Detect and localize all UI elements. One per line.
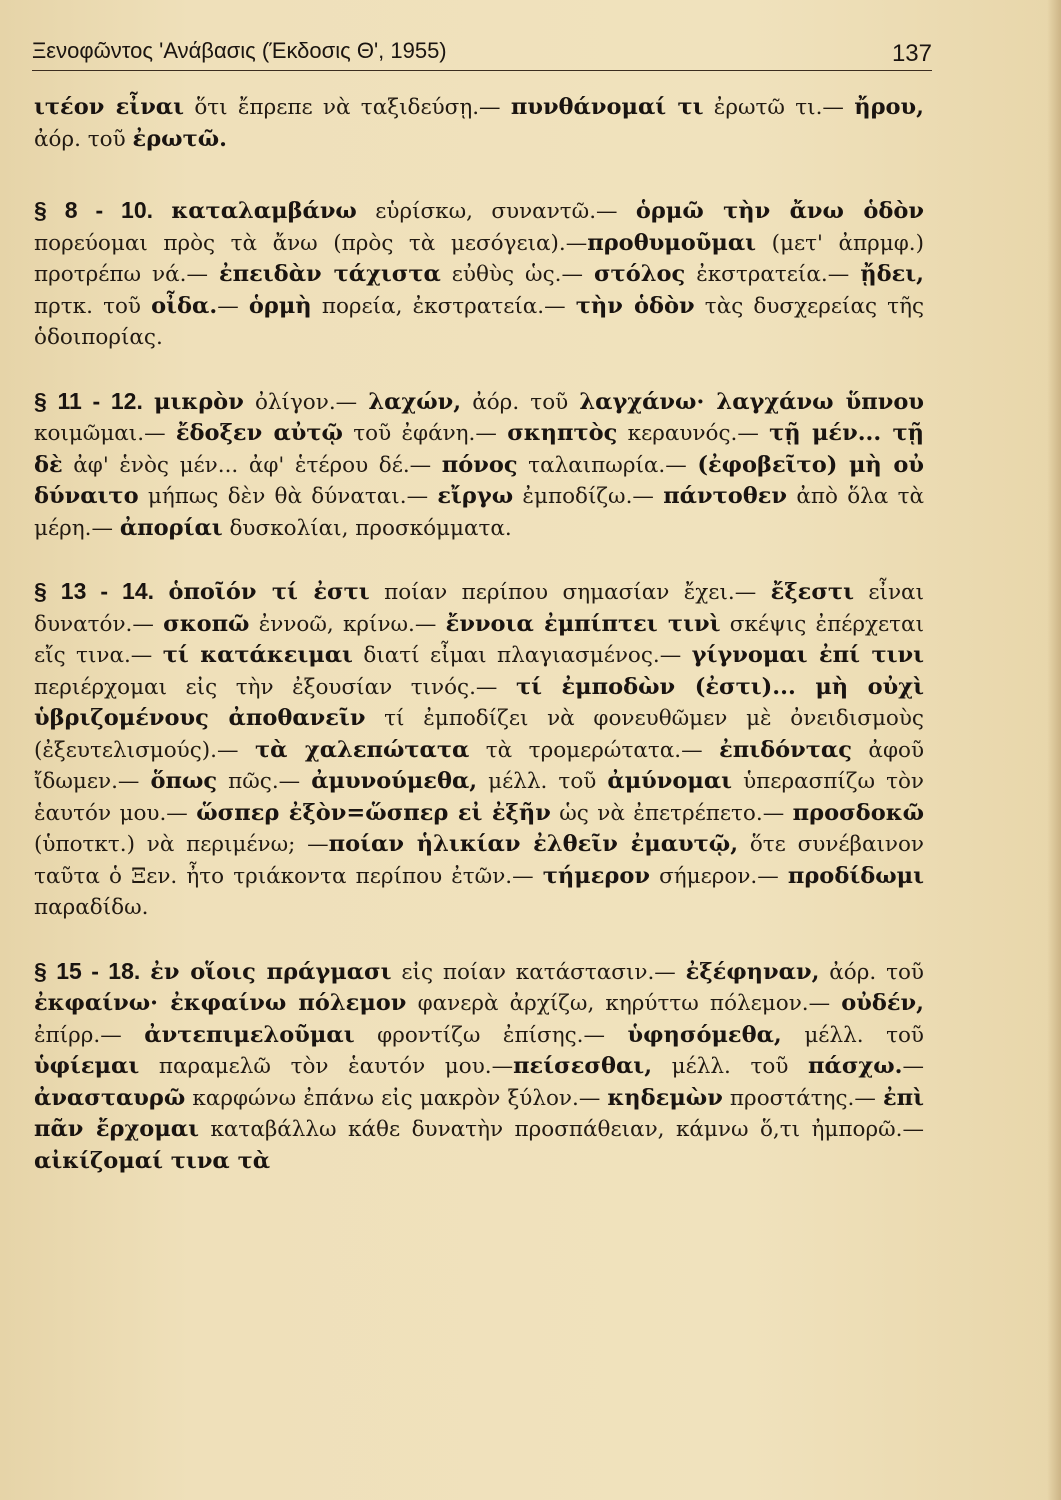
- lemma-term: λαχών,: [368, 388, 462, 415]
- definition-text: πῶς.—: [217, 769, 312, 794]
- definition-text: ὑπερασπίζω τὸν ἑαυτόν μου.—: [34, 769, 924, 826]
- definition-text: σήμερον.—: [649, 863, 788, 889]
- lemma-term: τὴν ὁδὸν: [575, 292, 695, 319]
- definition-text: ἐκστρατεία.—: [685, 262, 861, 287]
- lemma-term: ἔξεστι: [770, 579, 854, 605]
- definition-text: —: [902, 1054, 924, 1079]
- definition-text: μήπως δὲν θὰ δύναται.—: [138, 484, 438, 509]
- lemma-term: προδίδωμι: [787, 862, 924, 889]
- lemma-term: καταλαμβάνω: [171, 198, 357, 224]
- lemma-term: ποίαν ἡλικίαν ἐλθεῖν ἐμαυτῷ,: [328, 831, 739, 857]
- lemma-term: αἰκίζομαί τινα τὰ: [34, 1147, 271, 1174]
- page-number: 137: [891, 40, 932, 67]
- definition-text: ἐννοῶ, κρίνω.—: [249, 611, 446, 637]
- page-body: [34, 92, 924, 1209]
- definition-text: δυσκολίαι, προσκόμματα.: [222, 515, 512, 541]
- definition-text: (ὑποτκτ.) νὰ περιμένω; —: [34, 832, 329, 857]
- definition-text: ὅτε συνέβαινον ταῦτα ὁ Ξεν. ἦτο τριάκοντα περίπου ἐτῶν.—: [34, 832, 924, 889]
- definition-text: μέλλ. τοῦ: [477, 769, 608, 794]
- definition-text: παραδίδω.: [34, 895, 149, 920]
- definition-text: καρφώνω ἐπάνω εἰς μακρὸν ξύλον.—: [185, 1085, 608, 1111]
- lemma-term: εἴργω: [437, 483, 514, 509]
- definition-text: σκέψις ἐπέρχεται εἴς τινα.—: [34, 611, 925, 668]
- definition-text: καταβάλλω κάθε δυνατὴν προσπάθειαν, κάμνω ὅ,τι ἠμπορῶ.—: [199, 1117, 924, 1142]
- definition-text: ταλαιπωρία.—: [517, 452, 698, 478]
- definition-text: ἐρωτῶ τι.—: [703, 95, 855, 120]
- definition-text: φανερὰ ἀρχίζω, κηρύττω πόλεμον.—: [406, 991, 842, 1016]
- lemma-term: πυνθάνομαί τι: [510, 94, 704, 120]
- definition-text: μέλλ. τοῦ: [652, 1054, 809, 1079]
- lemma-term: ἀνασταυρῶ: [34, 1084, 186, 1111]
- definition-text: πρτκ. τοῦ: [34, 293, 152, 319]
- header-rule: [32, 70, 932, 71]
- lemma-term: ὑφίεμαι: [34, 1053, 140, 1079]
- glossary-paragraph: [34, 386, 924, 545]
- glossary-paragraph: [34, 195, 924, 354]
- glossary-paragraph: [34, 956, 924, 1178]
- definition-text: εὐθὺς ὡς.—: [440, 262, 594, 287]
- lemma-term: ἤρου,: [854, 94, 924, 120]
- lemma-term: τὰ χαλεπώτατα: [254, 736, 470, 763]
- section-number: § 13 - 14.: [34, 578, 154, 604]
- definition-text: περιέρχομαι εἰς τὴν ἐξουσίαν τινός.—: [34, 674, 516, 700]
- definition-text: ἐμποδίζω.—: [513, 484, 664, 509]
- definition-text: ποίαν περίπου σημασίαν ἔχει.—: [369, 580, 771, 605]
- definition-text: ἀφοῦ ἴδωμεν.—: [34, 737, 925, 794]
- lemma-term: ἐπὶ πᾶν ἔρχομαι: [34, 1084, 924, 1142]
- definition-text: παραμελῶ τὸν ἑαυτόν μου.—: [139, 1054, 514, 1079]
- definition-text: ἀφ' ἑνὸς μέν... ἀφ' ἑτέρου δέ.—: [62, 452, 442, 478]
- lemma-term: ᾔδει,: [860, 261, 924, 287]
- lemma-term: μικρὸν: [154, 388, 244, 415]
- lemma-term: τί κατάκειμαι: [162, 642, 353, 668]
- lemma-term: πείσεσθαι,: [513, 1053, 653, 1079]
- lemma-term: οὐδέν,: [841, 990, 924, 1016]
- lemma-term: τῇ μέν... τῇ δὲ: [34, 420, 924, 478]
- lemma-term: κηδεμὼν: [607, 1084, 723, 1111]
- definition-text: τὰ τρομερώτατα.—: [469, 737, 720, 763]
- lemma-term: σκοπῶ: [163, 610, 250, 637]
- glossary-paragraph: [34, 576, 924, 924]
- definition-text: εὑρίσκω, συναντῶ.—: [356, 199, 636, 224]
- definition-text: τὰς δυσχερείας τῆς ὁδοιπορίας.: [34, 293, 924, 350]
- definition-text: προστάτης.—: [722, 1085, 883, 1111]
- lemma-term: πάσχω.: [808, 1053, 903, 1079]
- lemma-term: (ἐφοβεῖτο) μὴ οὐ δύναιτο: [34, 451, 924, 509]
- definition-text: ἀπὸ ὅλα τὰ μέρη.—: [34, 484, 924, 541]
- lemma-term: γίγνομαι ἐπί τινι: [691, 642, 924, 668]
- lemma-term: ἐρωτῶ.: [132, 125, 227, 152]
- definition-text: διατί εἶμαι πλαγιασμένος.—: [352, 643, 692, 668]
- lemma-term: σκηπτὸς: [507, 420, 618, 446]
- definition-text: ἀόρ. τοῦ: [34, 126, 133, 152]
- section-number: § 15 - 18.: [34, 957, 141, 984]
- lemma-term: ἔννοια ἐμπίπτει τινὶ: [445, 610, 721, 637]
- lemma-term: ἐκφαίνω· ἐκφαίνω πόλεμον: [34, 990, 407, 1016]
- glossary-paragraph: [34, 92, 924, 155]
- definition-text: πορεία, ἐκστρατεία.—: [311, 293, 576, 319]
- definition-text: ὅτι ἔπρεπε νὰ ταξιδεύσῃ.—: [184, 95, 511, 120]
- definition-text: κοιμῶμαι.—: [34, 421, 176, 446]
- definition-text: (μετ' ἀπρμφ.) προτρέπω νά.—: [34, 230, 924, 287]
- definition-text: εἰς ποίαν κατάστασιν.—: [391, 959, 686, 985]
- lemma-term: οἶδα.: [151, 292, 218, 319]
- definition-text: μέλλ. τοῦ: [781, 1022, 924, 1048]
- lemma-term: ἐν οἵοις πράγμασι: [150, 958, 392, 985]
- lemma-term: τήμερον: [542, 862, 650, 889]
- lemma-term: στόλος: [593, 261, 686, 287]
- lemma-term: ἀμυνούμεθα,: [311, 768, 478, 794]
- lemma-term: ὁρμῶ τὴν ἄνω ὁδὸν: [635, 198, 924, 224]
- lemma-term: ἀντεπιμελοῦμαι: [144, 1021, 355, 1048]
- lemma-term: πάντοθεν: [663, 483, 788, 509]
- lemma-term: λαγχάνω· λαγχάνω ὕπνου: [579, 388, 924, 415]
- definition-text: ἀόρ. τοῦ: [461, 389, 580, 415]
- definition-text: ὀλίγον.—: [243, 389, 369, 415]
- definition-text: —: [217, 293, 249, 319]
- definition-text: ἐπίρρ.—: [34, 1022, 145, 1048]
- lemma-term: ἐπιδόντας: [719, 736, 852, 763]
- lemma-term: τί ἐμποδὼν (ἐστι)... μὴ οὐχὶ ὑβριζομένους ἀποθανεῖν: [34, 673, 924, 731]
- definition-text: εἶναι δυνατόν.—: [34, 580, 924, 637]
- lemma-term: ὁρμὴ: [248, 292, 312, 319]
- definition-text: τί ἐμποδίζει νὰ φονευθῶμεν μὲ ὀνειδισμοὺς (ἐξευτελισμούς).—: [34, 706, 924, 763]
- lemma-term: πόνος: [441, 451, 518, 478]
- section-number: § 8 - 10.: [34, 197, 153, 223]
- lemma-term: ιτέον εἶναι: [34, 94, 185, 120]
- lemma-term: ἐξέφηναν,: [685, 958, 820, 985]
- lemma-term: προσδοκῶ: [792, 799, 924, 826]
- lemma-term: ἀμύνομαι: [607, 768, 733, 794]
- lemma-term: προθυμοῦμαι: [587, 229, 757, 256]
- definition-text: ὡς νὰ ἐπετρέπετο.—: [550, 800, 793, 826]
- section-number: § 11 - 12.: [34, 387, 143, 414]
- header-title: Ξενοφῶντος 'Ανάβασις (Έκδοσις Θ', 1955): [32, 38, 447, 63]
- definition-text: τοῦ ἐφάνη.—: [342, 421, 508, 446]
- page-edge-shadow: [1047, 0, 1061, 1500]
- lemma-term: ἔδοξεν αὐτῷ: [175, 420, 343, 446]
- lemma-term: ὑφησόμεθα,: [627, 1021, 782, 1048]
- running-header: [32, 38, 932, 70]
- lemma-term: ἐπειδὰν τάχιστα: [218, 261, 441, 287]
- lemma-term: ἀπορίαι: [119, 514, 223, 541]
- lemma-term: ὥσπερ ἐξὸν=ὥσπερ εἰ ἐξῆν: [196, 799, 551, 826]
- definition-text: ἀόρ. τοῦ: [819, 959, 924, 985]
- lemma-term: ὁποῖόν τί ἐστι: [168, 579, 370, 605]
- definition-text: φροντίζω ἐπίσης.—: [354, 1022, 628, 1048]
- lemma-term: ὅπως: [150, 768, 218, 794]
- definition-text: πορεύομαι πρὸς τὰ ἄνω (πρὸς τὰ μεσόγεια).—: [34, 230, 588, 256]
- definition-text: κεραυνός.—: [617, 421, 770, 446]
